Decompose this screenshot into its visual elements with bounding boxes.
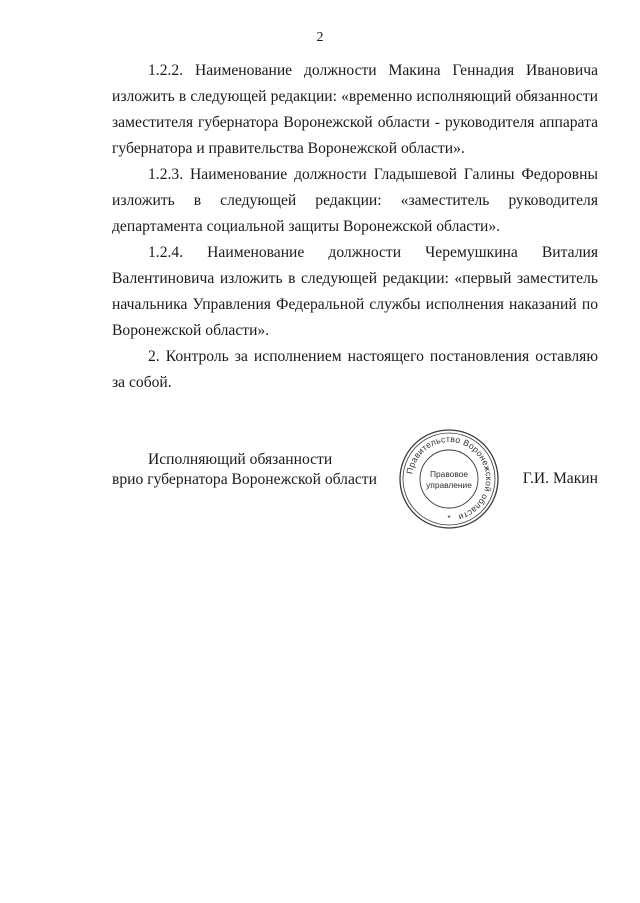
stamp-center-line1: Правовое <box>429 469 469 479</box>
paragraph-1-2-3: 1.2.3. Наименование должности Гладышевой Галины Федоровны изложить в следующей редакции: «заместитель руководителя департамента социальной защиты Воронежской области». <box>112 166 598 235</box>
signatory-name: Г.И. Макин <box>522 470 598 487</box>
stamp-seal-icon <box>398 428 500 530</box>
signatory-position <box>112 450 382 490</box>
stamp-star-mark: * <box>447 514 451 523</box>
paragraph-1-2-4: 1.2.4. Наименование должности Черемушкина Виталия Валентиновича изложить в следующей редакции: «первый заместитель начальника Управления Федеральной службы исполнения наказаний по Воронежской области». <box>112 244 598 339</box>
stamp-ring-text: Правительство Воронежской области <box>404 433 495 523</box>
document-body <box>112 58 598 396</box>
signatory-position-line1: Исполняющий обязанности <box>148 451 333 468</box>
signatory-position-line2: врио губернатора Воронежской области <box>112 471 377 488</box>
official-stamp <box>398 428 500 530</box>
paragraph-1-2-2: 1.2.2. Наименование должности Макина Геннадия Ивановича изложить в следующей редакции: «временно исполняющий обязанности заместителя губернатора Воронежской области - руководителя аппарата губернатора и правительства Воронежской области». <box>112 62 598 157</box>
stamp-center-line2: управление <box>426 480 472 490</box>
page-number: 2 <box>316 30 324 45</box>
paragraph-2: 2. Контроль за исполнением настоящего постановления оставляю за собой. <box>112 348 598 391</box>
